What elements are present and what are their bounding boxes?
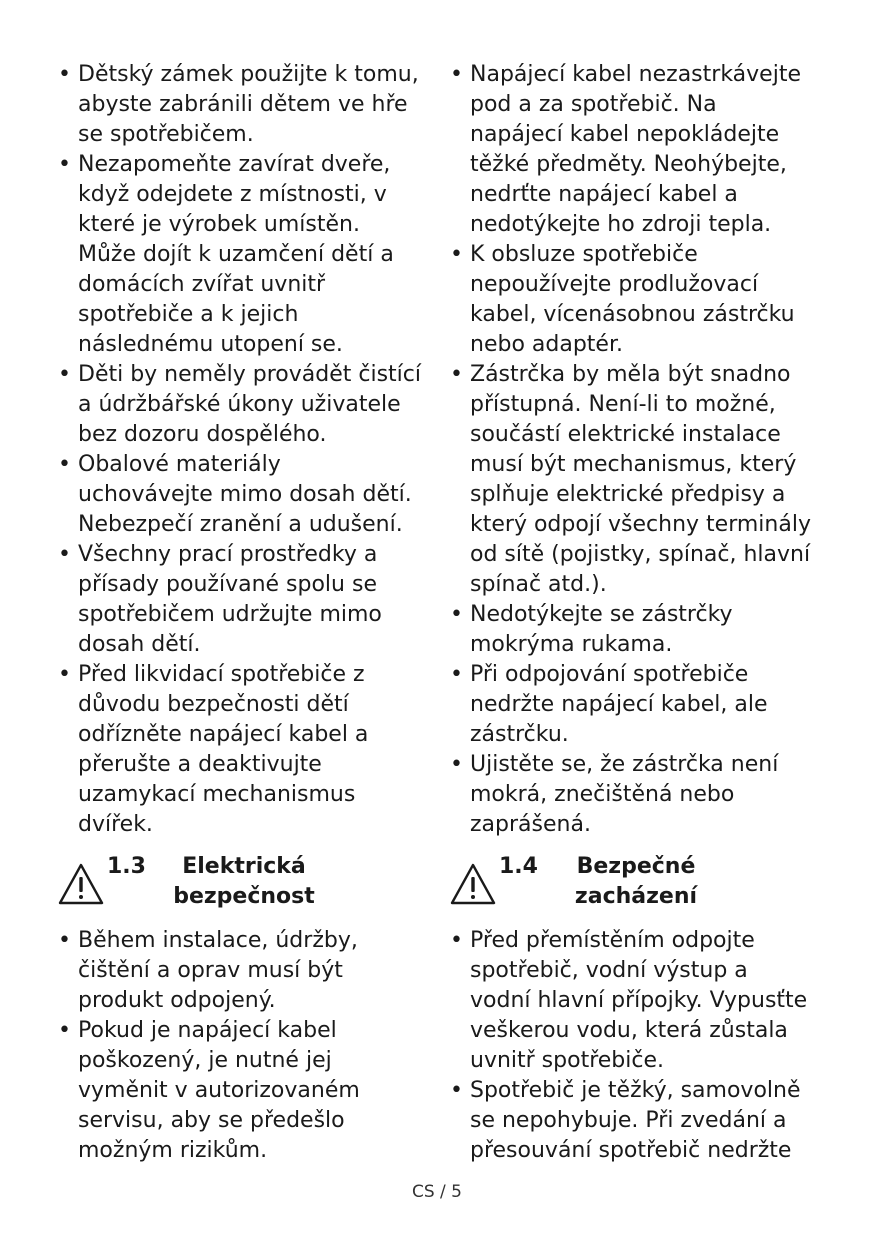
left-column [57,60,422,1166]
section-heading-safe-handling [449,852,814,914]
section-number: 1.4 [499,854,538,879]
list-item: • Pokud je napájecí kabel poškozený, je nutné jej vyměnit v autorizovaném servisu, aby se předešlo možným rizikům. [57,1016,422,1166]
list-item: • Děti by neměly provádět čistící a údržbářské úkony uživatele bez dozoru dospělého. [57,360,422,450]
list-item: • Před likvidací spotřebiče z důvodu bezpečnosti dětí odřízněte napájecí kabel a přerušte a deaktivujte uzamykací mechanismus dvířek. [57,660,422,840]
right-top-list [449,60,814,840]
list-item: • Dětský zámek použijte k tomu, abyste zabránili dětem ve hře se spotřebičem. [57,60,422,150]
section-number: 1.3 [107,854,146,879]
warning-triangle-icon [57,862,105,906]
right-bottom-list [449,926,814,1166]
section-title-line-2: bezpečnost [173,884,315,909]
list-item: • Všechny prací prostředky a přísady používané spolu se spotřebičem udržujte mimo dosah dětí. [57,540,422,660]
list-item: • Ujistěte se, že zástrčka není mokrá, znečištěná nebo zaprášená. [449,750,814,840]
left-bottom-list [57,926,422,1166]
left-top-list [57,60,422,840]
list-item: • Obalové materiály uchovávejte mimo dosah dětí. Nebezpečí zranění a udušení. [57,450,422,540]
section-title-line-2: zacházení [574,884,698,909]
section-title-line-1: Bezpečné [576,854,696,879]
list-item: • Napájecí kabel nezastrkávejte pod a za spotřebič. Na napájecí kabel nepokládejte těžké předměty. Neohýbejte, nedrťte napájecí kabel a nedotýkejte ho zdroji tepla. [449,60,814,240]
section-title [541,852,731,912]
list-item: • Během instalace, údržby, čištění a oprav musí být produkt odpojený. [57,926,422,1016]
list-item: • Při odpojování spotřebiče nedržte napájecí kabel, ale zástrčku. [449,660,814,750]
warning-triangle-icon [449,862,497,906]
section-title [149,852,339,912]
list-item: • Zástrčka by měla být snadno přístupná. Není-li to možné, součástí elektrické instalace musí být mechanismus, který splňuje elektrické předpisy a který odpojí všechny terminály od sítě (pojistky, spínač, hlavní spínač atd.). [449,360,814,600]
page-number: CS / 5 [411,1182,462,1202]
right-column [449,60,814,1166]
list-item: • Nezapomeňte zavírat dveře, když odejdete z místnosti, v které je výrobek umístěn. Může dojít k uzamčení dětí a domácích zvířat uvnitř spotřebiče a k jejich následnému utopení se. [57,150,422,360]
section-title-line-1: Elektrická [182,854,306,879]
list-item: • Spotřebič je těžký, samovolně se nepohybuje. Při zvedání a přesouvání spotřebič nedržte [449,1076,814,1166]
section-heading-electrical-safety [57,852,422,914]
list-item: • Před přemístěním odpojte spotřebič, vodní výstup a vodní hlavní přípojky. Vypusťte veškerou vodu, která zůstala uvnitř spotřebiče. [449,926,814,1076]
list-item: • Nedotýkejte se zástrčky mokrýma rukama. [449,600,814,660]
list-item: • K obsluze spotřebiče nepoužívejte prodlužovací kabel, vícenásobnou zástrčku nebo adaptér. [449,240,814,360]
